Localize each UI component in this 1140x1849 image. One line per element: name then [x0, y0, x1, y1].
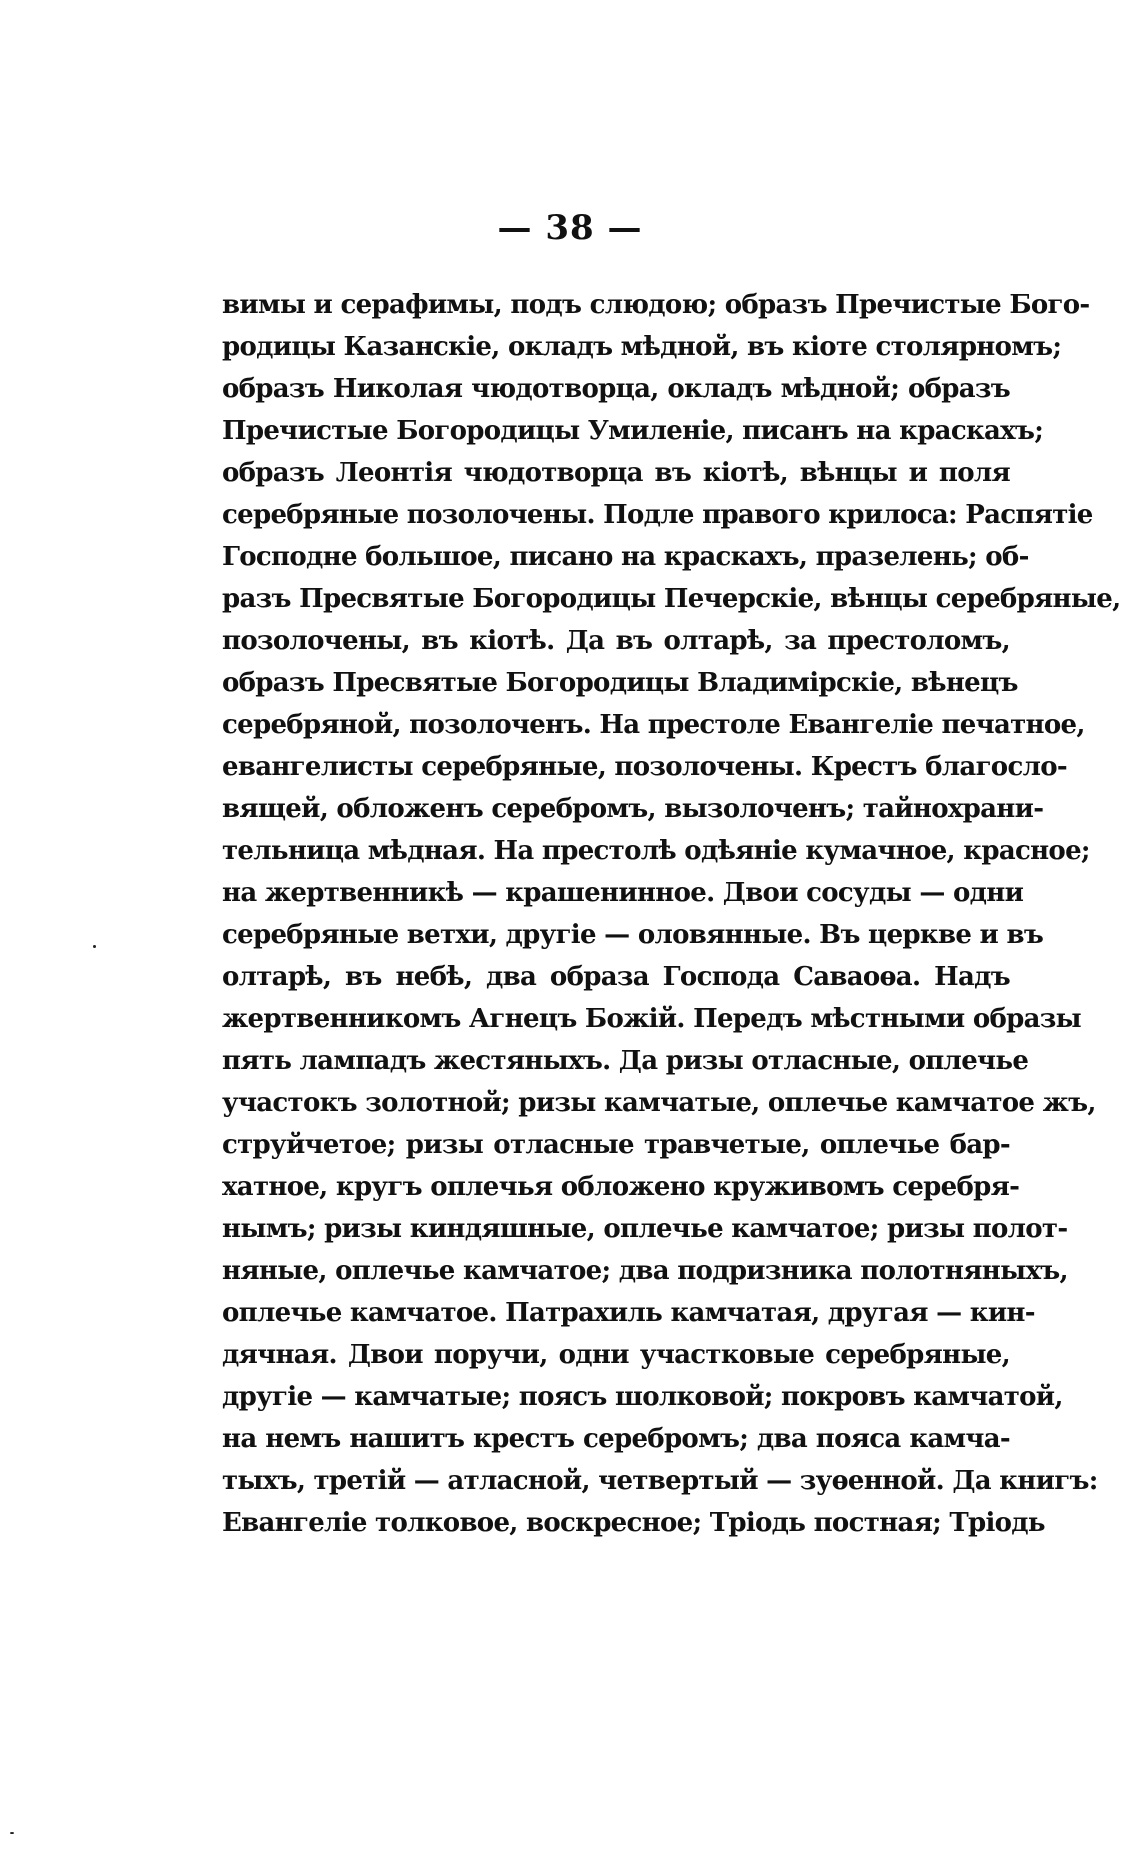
- text-line: тельница мѣдная. На престолѣ одѣяніе кумачное, красное;: [222, 836, 1090, 866]
- text-line: позолочены, въ кіотѣ. Да въ олтарѣ, за престоломъ,: [222, 626, 1010, 656]
- text-line: разъ Пресвятые Богородицы Печерскіе, вѣнцы серебряные,: [222, 584, 1121, 614]
- text-line: олтарѣ, въ небѣ, два образа Господа Саваоѳа. Надъ: [222, 962, 1010, 992]
- text-line: серебряные позолочены. Подле правого крилоса: Распятіе: [222, 500, 1093, 530]
- scan-speck: [10, 1832, 14, 1834]
- text-line: участокъ золотной; ризы камчатые, оплечье камчатое жъ,: [222, 1088, 1096, 1118]
- text-line: жертвенникомъ Агнецъ Божій. Передъ мѣстными образы: [222, 1004, 1082, 1034]
- text-line: серебряной, позолоченъ. На престоле Евангеліе печатное,: [222, 710, 1085, 740]
- scan-speck: [93, 945, 96, 948]
- text-line: вимы и серафимы, подъ слюдою; образъ Пречистые Бого-: [222, 290, 1090, 320]
- text-line: образъ Леонтія чюдотворца въ кіотѣ, вѣнцы и поля: [222, 458, 1010, 488]
- text-line: дячная. Двои поручи, одни участковые серебряные,: [222, 1340, 1010, 1370]
- text-line: хатное, кругъ оплечья обложено круживомъ серебря-: [222, 1172, 1020, 1202]
- text-line: Господне большое, писано на краскахъ, празелень; об-: [222, 542, 1029, 572]
- text-line: няные, оплечье камчатое; два подризника полотняныхъ,: [222, 1256, 1068, 1286]
- body-text: [222, 284, 1121, 1544]
- text-line: на немъ нашитъ крестъ серебромъ; два пояса камча-: [222, 1424, 1010, 1454]
- text-line: евангелисты серебряные, позолочены. Крестъ благосло-: [222, 752, 1067, 782]
- text-line: на жертвенникѣ — крашенинное. Двои сосуды — одни: [222, 878, 1024, 908]
- text-line: вящей, обложенъ серебромъ, вызолоченъ; тайнохрани-: [222, 794, 1044, 824]
- text-line: пять лампадъ жестяныхъ. Да ризы отласные, оплечье: [222, 1046, 1029, 1076]
- text-line: серебряные ветхи, другіе — оловянные. Въ церкве и въ: [222, 920, 1044, 950]
- text-line: Евангеліе толковое, воскресное; Тріодь постная; Тріодь: [222, 1508, 1045, 1538]
- text-line: другіе — камчатые; поясъ шолковой; покровъ камчатой,: [222, 1382, 1063, 1412]
- text-line: нымъ; ризы киндяшные, оплечье камчатое; ризы полот-: [222, 1214, 1068, 1244]
- text-line: родицы Казанскіе, окладъ мѣдной, въ кіоте столярномъ;: [222, 332, 1062, 362]
- page-number: — 38 —: [497, 208, 643, 248]
- text-line: тыхъ, третій — атласной, четвертый — зуѳенной. Да книгъ:: [222, 1466, 1098, 1496]
- text-line: образъ Николая чюдотворца, окладъ мѣдной; образъ: [222, 374, 1010, 404]
- text-line: Пречистые Богородицы Умиленіе, писанъ на краскахъ;: [222, 416, 1044, 446]
- text-line: образъ Пресвятые Богородицы Владимірскіе, вѣнецъ: [222, 668, 1018, 698]
- text-line: струйчетое; ризы отласные травчетые, оплечье бар-: [222, 1130, 1010, 1160]
- text-line: оплечье камчатое. Патрахиль камчатая, другая — кин-: [222, 1298, 1035, 1328]
